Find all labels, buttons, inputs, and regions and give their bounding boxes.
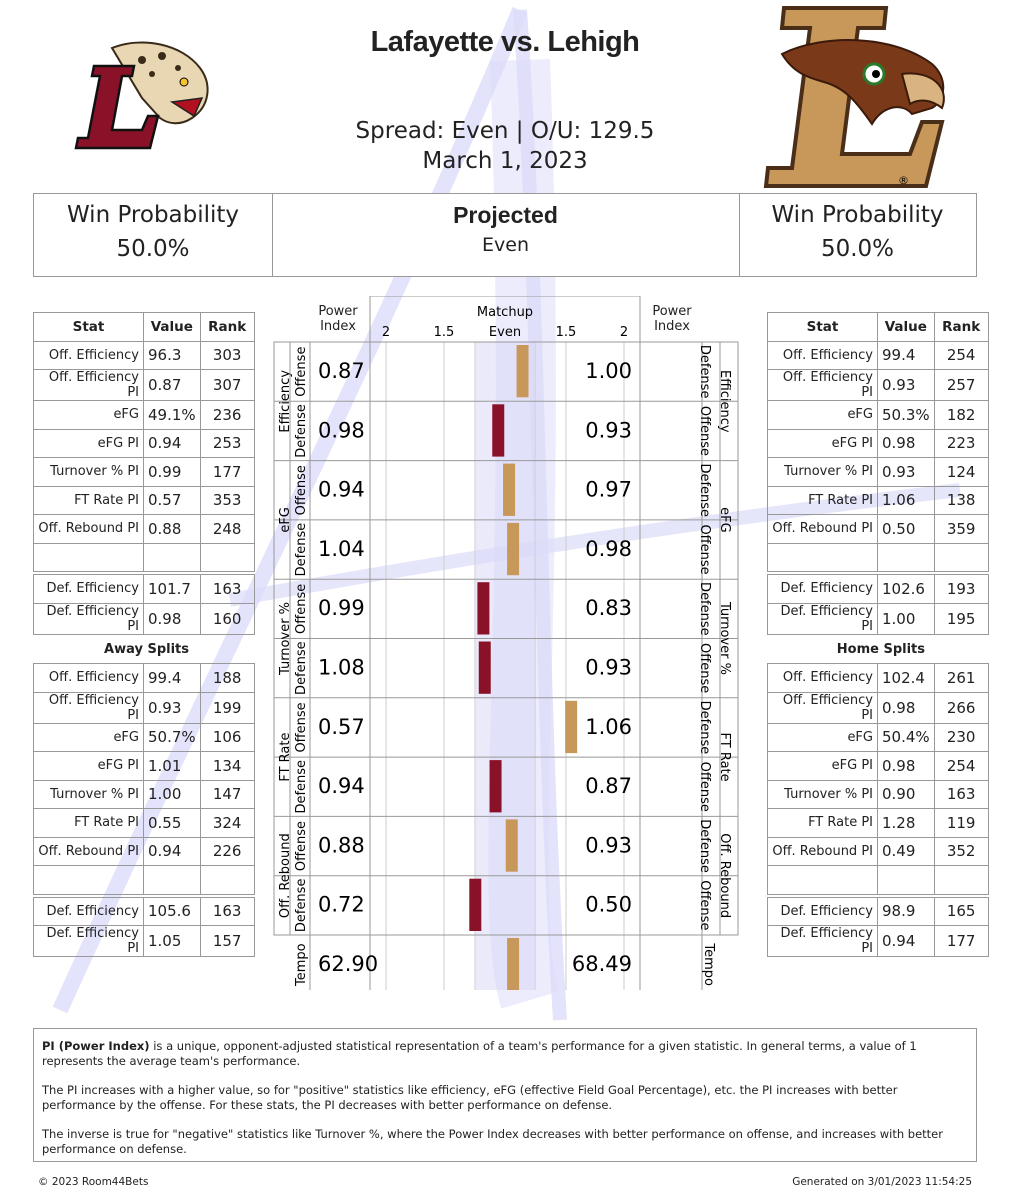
left-group-label: Turnover % xyxy=(278,601,293,676)
leopard-eye xyxy=(180,78,188,86)
stat-value xyxy=(144,866,201,895)
left-side-label: Defense xyxy=(294,759,309,814)
stat-value: 96.3 xyxy=(144,341,201,370)
stat-label: Off. Rebound PI xyxy=(34,515,144,544)
win-prob-left-label: Win Probability xyxy=(66,202,240,228)
note-term: PI (Power Index) xyxy=(42,1039,150,1053)
stat-value: 0.55 xyxy=(144,809,201,838)
stat-rank: 165 xyxy=(934,897,988,926)
stat-label: FT Rate PI xyxy=(34,486,144,515)
stat-value: 1.28 xyxy=(878,809,935,838)
right-side-label: Defense xyxy=(697,700,712,755)
left-tempo-label: Tempo xyxy=(294,943,309,986)
stat-rank: 307 xyxy=(200,370,254,401)
stat-value: 49.1% xyxy=(144,401,201,430)
left-side-label: Offense xyxy=(294,583,309,634)
stat-value: 0.98 xyxy=(878,692,935,723)
matchup-bar xyxy=(477,582,489,634)
stat-value: 0.90 xyxy=(878,780,935,809)
matchup-title: Matchup xyxy=(476,305,534,320)
stat-value: 0.49 xyxy=(878,837,935,866)
stat-value: 0.98 xyxy=(878,429,935,458)
stat-rank: 254 xyxy=(934,752,988,781)
stat-rank: 254 xyxy=(934,341,988,370)
stat-label: Def. Efficiency xyxy=(34,897,144,926)
value-header: Value xyxy=(878,313,935,342)
matchup-bar xyxy=(565,701,577,753)
stat-rank xyxy=(200,866,254,895)
stat-row xyxy=(34,515,255,544)
right-side-label: Defense xyxy=(697,582,712,636)
stat-row xyxy=(768,897,989,926)
note-paragraph-1 xyxy=(42,1039,968,1069)
stat-row xyxy=(768,780,989,809)
right-group-label: Off. Rebound xyxy=(717,833,732,919)
stat-rank: 188 xyxy=(200,664,254,693)
left-side-label: Offense xyxy=(294,702,309,753)
win-prob-left-cell xyxy=(34,194,273,276)
stat-value: 99.4 xyxy=(878,341,935,370)
stat-label: FT Rate PI xyxy=(34,809,144,838)
stat-value: 0.99 xyxy=(144,458,201,487)
stat-rank: 124 xyxy=(934,458,988,487)
stat-row xyxy=(34,370,255,401)
left-pi-value: 0.99 xyxy=(318,596,365,621)
stat-rank: 324 xyxy=(200,809,254,838)
lehigh-stats-table xyxy=(767,312,989,635)
right-side-label: Offense xyxy=(697,405,712,457)
stat-value: 0.98 xyxy=(144,603,201,634)
right-side-label: Defense xyxy=(697,819,712,873)
lehigh-split-body xyxy=(768,664,989,957)
stat-rank: 182 xyxy=(934,401,988,430)
spread-line: Spread: Even | O/U: 129.5 xyxy=(355,118,655,144)
stat-row xyxy=(34,543,255,572)
lafayette-stats-body xyxy=(34,341,255,634)
right-pi-column xyxy=(640,342,702,990)
stat-row xyxy=(768,401,989,430)
stat-label: eFG xyxy=(768,723,878,752)
lehigh-logo xyxy=(762,4,958,190)
stat-label: eFG xyxy=(34,401,144,430)
stat-rank: 248 xyxy=(200,515,254,544)
left-group-label: FT Rate xyxy=(278,732,293,782)
stat-row xyxy=(34,401,255,430)
stat-row xyxy=(34,664,255,693)
right-tempo-label: Tempo xyxy=(701,943,716,986)
stat-label: Def. Efficiency xyxy=(768,575,878,604)
stat-rank: 195 xyxy=(934,603,988,634)
stat-label xyxy=(34,543,144,572)
right-group-label: Turnover % xyxy=(717,601,732,676)
note-paragraph-2: The PI increases with a higher value, so for "positive" statistics like efficiency, eFG (effective Field Goal Percentage), etc. the PI increases with better performance by the offense. For these stats, the PI decreases with better performance on defense. xyxy=(42,1083,898,1112)
left-pi-value: 62.90 xyxy=(318,952,379,976)
matchup-bar xyxy=(506,819,518,871)
stat-rank: 266 xyxy=(934,692,988,723)
stat-value: 1.05 xyxy=(144,926,201,957)
stat-label: Turnover % PI xyxy=(768,458,878,487)
stat-value: 102.4 xyxy=(878,664,935,693)
left-side-label: Defense xyxy=(294,404,309,458)
stat-value: 0.94 xyxy=(144,429,201,458)
stat-row xyxy=(34,809,255,838)
stat-value: 50.4% xyxy=(878,723,935,752)
stat-value xyxy=(144,543,201,572)
stat-header: Stat xyxy=(768,313,878,342)
stat-row xyxy=(34,866,255,895)
stat-value: 50.3% xyxy=(878,401,935,430)
left-pi-value: 1.08 xyxy=(318,655,365,680)
stat-row xyxy=(768,866,989,895)
matchup-bar xyxy=(507,523,519,575)
stat-rank xyxy=(200,543,254,572)
rank-header: Rank xyxy=(200,313,254,342)
stat-label: Off. Efficiency PI xyxy=(34,692,144,723)
stat-row xyxy=(34,575,255,604)
stat-row xyxy=(768,926,989,957)
stat-row xyxy=(34,341,255,370)
right-side-label: Defense xyxy=(697,344,712,399)
matchup-bar xyxy=(492,404,504,456)
right-side-label: Defense xyxy=(697,463,712,518)
left-pi-value: 0.87 xyxy=(318,359,365,383)
stat-row xyxy=(768,543,989,572)
tick-label: 1.5 xyxy=(433,325,455,340)
stat-value: 0.87 xyxy=(144,370,201,401)
stat-row xyxy=(768,603,989,634)
stat-value: 102.6 xyxy=(878,575,935,604)
registered-mark: ® xyxy=(898,174,909,187)
stat-rank xyxy=(934,866,988,895)
matchup-bar xyxy=(503,464,515,516)
lafayette-logo xyxy=(72,38,222,156)
stat-label: Turnover % PI xyxy=(34,780,144,809)
right-pi-value: 0.93 xyxy=(585,418,632,443)
left-pi-value: 0.72 xyxy=(318,892,365,917)
stat-value: 0.50 xyxy=(878,515,935,544)
win-prob-right-cell xyxy=(739,194,976,276)
copyright: © 2023 Room44Bets xyxy=(38,1176,149,1188)
stat-value: 1.06 xyxy=(878,486,935,515)
leopard-spot xyxy=(138,56,146,64)
generated-timestamp: Generated on 3/01/2023 11:54:25 xyxy=(792,1176,972,1188)
right-pi-value: 0.93 xyxy=(585,655,632,680)
stat-rank: 138 xyxy=(934,486,988,515)
stat-value: 50.7% xyxy=(144,723,201,752)
stat-label: Off. Efficiency xyxy=(768,341,878,370)
stat-row xyxy=(34,458,255,487)
stat-row xyxy=(34,897,255,926)
stat-label: Off. Rebound PI xyxy=(768,837,878,866)
lehigh-split-table xyxy=(767,663,989,957)
stat-row xyxy=(34,723,255,752)
stat-label: eFG xyxy=(34,723,144,752)
tick-label: Even xyxy=(488,325,522,340)
left-side-label: Offense xyxy=(294,820,309,872)
stat-value: 0.94 xyxy=(144,837,201,866)
stat-label: Def. Efficiency PI xyxy=(768,926,878,957)
stat-label: eFG PI xyxy=(768,752,878,781)
stat-label xyxy=(768,866,878,895)
value-header: Value xyxy=(144,313,201,342)
right-group-label: FT Rate xyxy=(717,732,732,782)
stat-rank: 261 xyxy=(934,664,988,693)
stat-row xyxy=(34,752,255,781)
tick-label: 1.5 xyxy=(555,325,577,340)
stat-row xyxy=(34,429,255,458)
tick-label: 2 xyxy=(381,325,391,340)
stat-row xyxy=(768,575,989,604)
stat-label: Off. Rebound PI xyxy=(768,515,878,544)
stat-label: Off. Efficiency PI xyxy=(34,370,144,401)
stat-value: 98.9 xyxy=(878,897,935,926)
stat-value: 0.57 xyxy=(144,486,201,515)
left-side-label: Defense xyxy=(294,641,309,695)
win-prob-left-value: 50.0% xyxy=(116,236,190,262)
stat-row xyxy=(768,370,989,401)
stat-header: Stat xyxy=(34,313,144,342)
stat-rank: 199 xyxy=(200,692,254,723)
right-group-label: eFG xyxy=(717,507,732,533)
leopard-spot xyxy=(175,65,181,71)
stat-label: Turnover % PI xyxy=(34,458,144,487)
stat-value: 105.6 xyxy=(144,897,201,926)
stat-rank: 257 xyxy=(934,370,988,401)
left-pi-value: 0.88 xyxy=(318,833,365,858)
left-group-label: Off. Rebound xyxy=(278,833,293,919)
stat-value: 0.93 xyxy=(144,692,201,723)
rank-header: Rank xyxy=(934,313,988,342)
right-pi-value: 0.93 xyxy=(585,833,632,858)
win-prob-right-value: 50.0% xyxy=(820,236,895,262)
left-pi-value: 0.57 xyxy=(318,714,365,739)
left-group-label: eFG xyxy=(278,507,293,533)
matchup-chart xyxy=(270,296,742,990)
right-pi-value: 1.06 xyxy=(585,714,632,739)
win-prob-right-label: Win Probability xyxy=(771,202,944,228)
stat-rank: 352 xyxy=(934,837,988,866)
stat-label: Off. Rebound PI xyxy=(34,837,144,866)
stat-rank: 163 xyxy=(200,897,254,926)
right-side-label: Offense xyxy=(697,524,712,575)
stat-label: Turnover % PI xyxy=(768,780,878,809)
stat-label: Def. Efficiency PI xyxy=(34,603,144,634)
page-title: Lafayette vs. Lehigh xyxy=(370,26,640,58)
matchup-bar xyxy=(469,879,481,931)
right-pi-value: 0.50 xyxy=(585,892,632,917)
stat-value: 101.7 xyxy=(144,575,201,604)
stat-row xyxy=(34,926,255,957)
stat-value: 99.4 xyxy=(144,664,201,693)
right-pi-value: 0.98 xyxy=(585,536,632,561)
matchup-bar xyxy=(517,345,529,397)
stat-rank: 177 xyxy=(200,458,254,487)
stat-row xyxy=(34,603,255,634)
stat-rank: 359 xyxy=(934,515,988,544)
stat-rank: 147 xyxy=(200,780,254,809)
lafayette-stats-table xyxy=(33,312,255,635)
stat-row xyxy=(768,515,989,544)
hawk-pupil xyxy=(872,70,880,78)
right-pi-value: 0.87 xyxy=(585,774,632,799)
stat-value: 1.00 xyxy=(144,780,201,809)
stat-row xyxy=(768,837,989,866)
stat-row xyxy=(34,780,255,809)
left-side-label: Offense xyxy=(294,346,309,397)
stat-row xyxy=(768,752,989,781)
stat-label: Off. Efficiency PI xyxy=(768,692,878,723)
stat-rank: 303 xyxy=(200,341,254,370)
stat-label xyxy=(34,866,144,895)
right-group-label: Efficiency xyxy=(717,369,732,433)
stat-value: 0.88 xyxy=(144,515,201,544)
stat-rank: 236 xyxy=(200,401,254,430)
stat-rank: 134 xyxy=(200,752,254,781)
stat-value: 0.94 xyxy=(878,926,935,957)
stat-label: eFG xyxy=(768,401,878,430)
stat-rank: 163 xyxy=(934,780,988,809)
note-paragraph-3: The inverse is true for "negative" statistics like Turnover %, where the Power Index decreases with better performance on offense, and increases with better performance on defense. xyxy=(42,1127,943,1156)
stat-rank: 226 xyxy=(200,837,254,866)
stat-label: Def. Efficiency PI xyxy=(34,926,144,957)
stat-value: 0.93 xyxy=(878,458,935,487)
left-side-label: Offense xyxy=(294,465,309,516)
left-pi-value: 1.04 xyxy=(318,536,365,561)
matchup-bar xyxy=(479,642,491,694)
right-pi-value: 0.83 xyxy=(585,596,632,621)
left-side-label: Defense xyxy=(294,878,309,933)
stat-row xyxy=(768,429,989,458)
stat-row xyxy=(768,458,989,487)
stat-rank: 230 xyxy=(934,723,988,752)
stat-label: eFG PI xyxy=(768,429,878,458)
power-index-notes xyxy=(33,1028,977,1162)
left-pi-value: 0.94 xyxy=(318,477,365,502)
win-probability-panel xyxy=(33,193,977,277)
stat-value xyxy=(878,866,935,895)
stat-row xyxy=(768,692,989,723)
left-side-label: Defense xyxy=(294,522,309,577)
projected-cell xyxy=(272,194,740,276)
stat-row xyxy=(34,692,255,723)
stat-rank: 157 xyxy=(200,926,254,957)
stat-row xyxy=(34,486,255,515)
note-text-1: is a unique, opponent-adjusted statistical representation of a team's performance for a given statistic. In general terms, a value of 1 represents the average team's performance. xyxy=(42,1039,917,1068)
lehigh-stats-body xyxy=(768,341,989,634)
stat-rank: 177 xyxy=(934,926,988,957)
stat-label: eFG PI xyxy=(34,429,144,458)
stat-rank: 106 xyxy=(200,723,254,752)
stat-row xyxy=(768,341,989,370)
stat-label: Off. Efficiency xyxy=(768,664,878,693)
right-pi-value: 68.49 xyxy=(571,952,632,976)
stat-label: Off. Efficiency PI xyxy=(768,370,878,401)
stat-row xyxy=(768,486,989,515)
projected-label: Projected xyxy=(453,202,558,228)
stat-rank: 119 xyxy=(934,809,988,838)
stat-value: 0.93 xyxy=(878,370,935,401)
leopard-spot xyxy=(158,52,166,60)
stat-value: 0.98 xyxy=(878,752,935,781)
stat-label: Off. Efficiency xyxy=(34,664,144,693)
stat-value: 1.00 xyxy=(878,603,935,634)
lehigh-split-title: Home Splits xyxy=(836,642,925,657)
stat-label xyxy=(768,543,878,572)
stat-row xyxy=(768,723,989,752)
right-power-index-header: Power Index xyxy=(652,304,692,334)
stat-row xyxy=(768,809,989,838)
stat-label: Def. Efficiency xyxy=(34,575,144,604)
lafayette-split-table xyxy=(33,663,255,957)
stat-rank: 160 xyxy=(200,603,254,634)
right-side-label: Offense xyxy=(697,880,712,931)
right-side-label: Offense xyxy=(697,643,712,694)
tick-label: 2 xyxy=(619,325,629,340)
stat-label: eFG PI xyxy=(34,752,144,781)
stat-label: FT Rate PI xyxy=(768,809,878,838)
right-pi-value: 1.00 xyxy=(585,359,632,383)
stat-row xyxy=(34,837,255,866)
stat-rank: 163 xyxy=(200,575,254,604)
stat-label: Def. Efficiency PI xyxy=(768,603,878,634)
stat-rank: 223 xyxy=(934,429,988,458)
left-group-label: Efficiency xyxy=(278,369,293,433)
stat-value: 1.01 xyxy=(144,752,201,781)
game-date: March 1, 2023 xyxy=(422,148,588,174)
stat-rank: 253 xyxy=(200,429,254,458)
lafayette-split-body xyxy=(34,664,255,957)
stat-rank: 193 xyxy=(934,575,988,604)
right-pi-value: 0.97 xyxy=(585,477,632,502)
stat-value xyxy=(878,543,935,572)
matchup-bar xyxy=(490,760,502,812)
leopard-spot xyxy=(149,71,155,77)
left-power-index-header: Power Index xyxy=(318,304,358,334)
stat-label: FT Rate PI xyxy=(768,486,878,515)
lafayette-split-title: Away Splits xyxy=(104,642,189,657)
stat-label: Def. Efficiency xyxy=(768,897,878,926)
stat-label: Off. Efficiency xyxy=(34,341,144,370)
left-pi-value: 0.94 xyxy=(318,774,365,799)
stat-rank: 353 xyxy=(200,486,254,515)
left-pi-value: 0.98 xyxy=(318,418,365,443)
projected-value: Even xyxy=(482,234,529,256)
right-side-label: Offense xyxy=(697,761,712,812)
stat-rank xyxy=(934,543,988,572)
stat-row xyxy=(768,664,989,693)
matchup-bar xyxy=(507,938,519,990)
